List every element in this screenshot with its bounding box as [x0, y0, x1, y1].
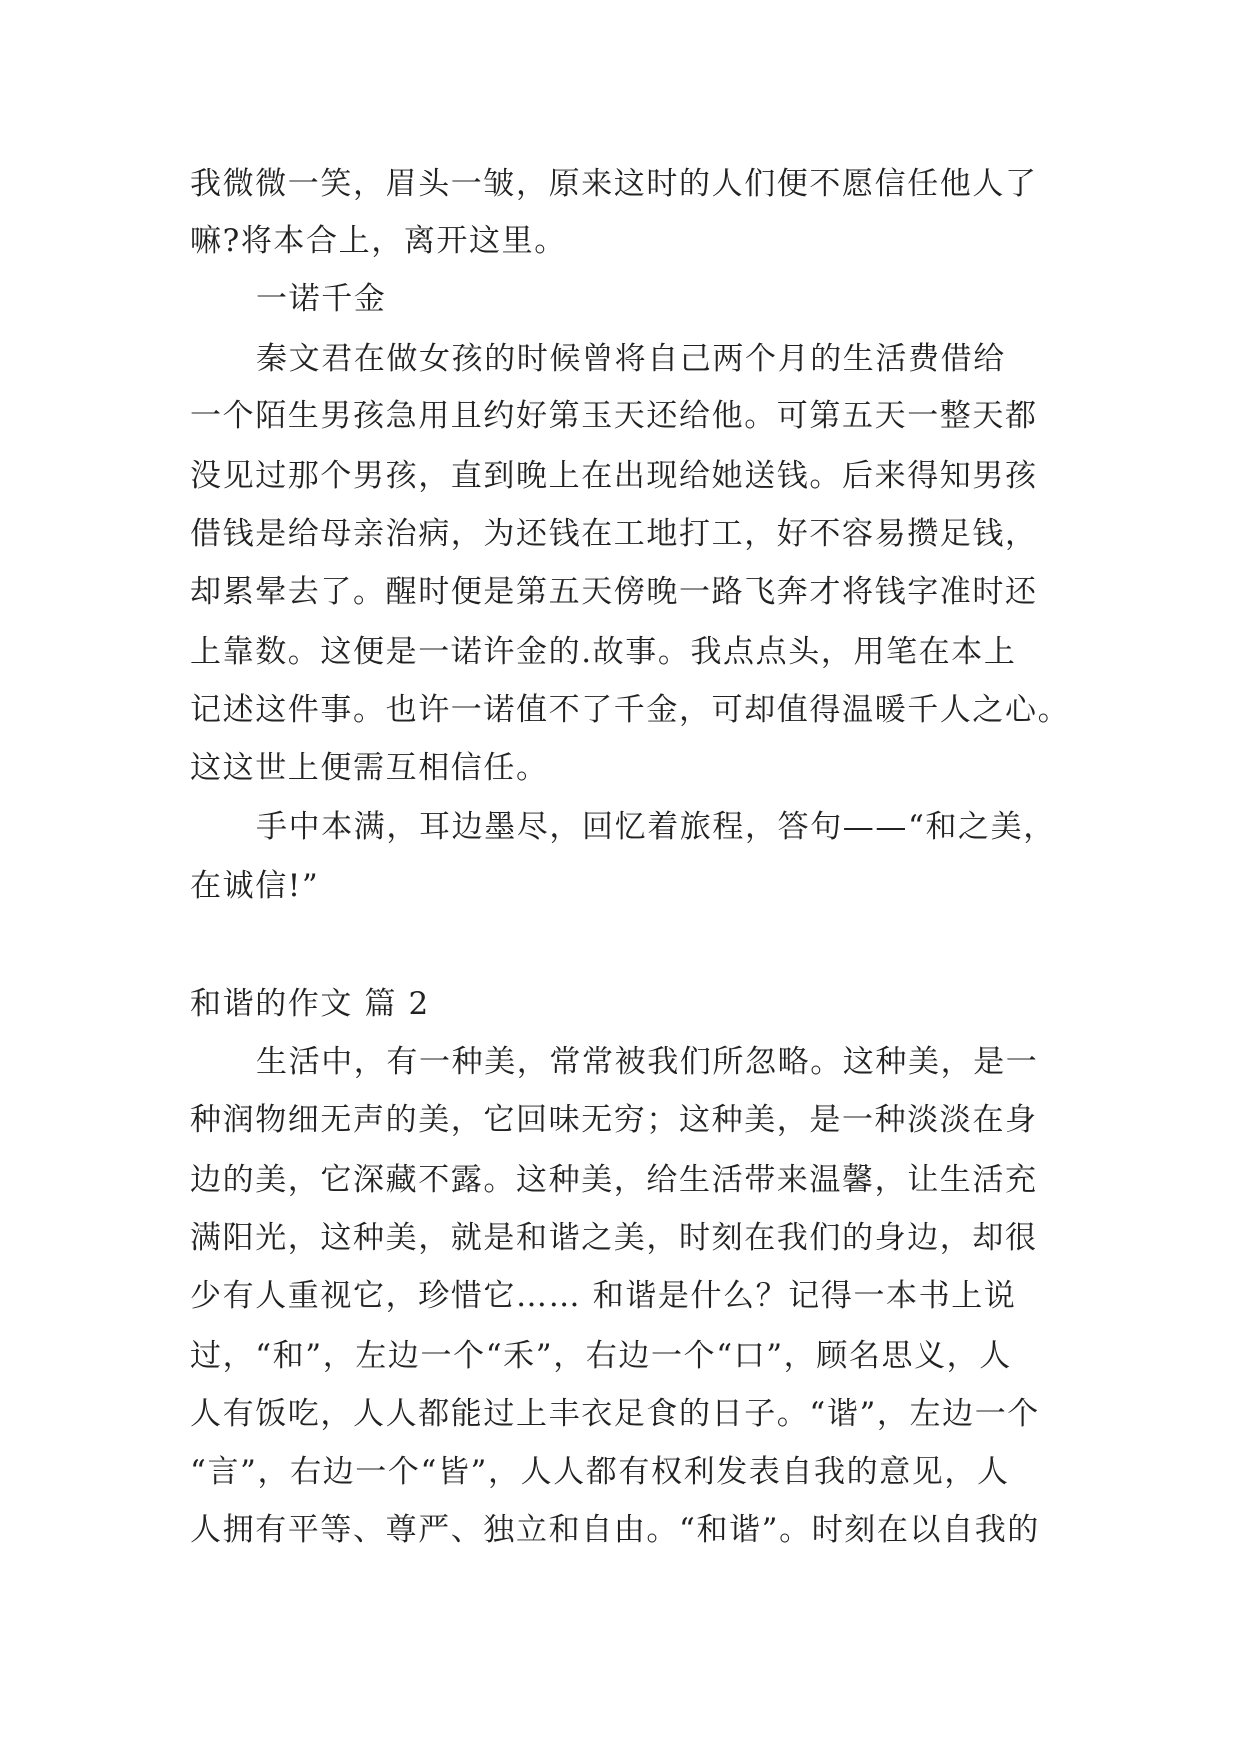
text-line: 一个陌生男孩急用且约好第玉天还给他。可第五天一整天都 — [190, 398, 1038, 434]
text-line: 在诚信!” — [190, 868, 320, 904]
text-line: 记述这件事。也许一诺值不了千金，可却值得温暖千人之心。 — [190, 692, 1071, 728]
text-line: 嘛?将本合上，离开这里。 — [190, 223, 567, 259]
text-line: 人拥有平等、尊严、独立和自由。“和谐”。时刻在以自我的 — [190, 1512, 1040, 1548]
text-line: 生活中，有一种美，常常被我们所忽略。这种美，是一 — [256, 1044, 1039, 1080]
section-heading: 一诺千金 — [256, 281, 387, 317]
text-line: 却累晕去了。醒时便是第五天傍晚一路飞奔才将钱字准时还 — [190, 574, 1038, 610]
text-line: 种润物细无声的美，它回味无穷；这种美，是一种淡淡在身 — [190, 1102, 1038, 1138]
article-heading: 和谐的作文 篇 2 — [190, 986, 430, 1022]
text-line: 上靠数。这便是一诺许金的.故事。我点点头，用笔在本上 — [190, 634, 1017, 670]
text-line: 我微微一笑，眉头一皱，原来这时的人们便不愿信任他人了 — [190, 166, 1038, 202]
text-line: 手中本满，耳边墨尽，回忆着旅程，答句——“和之美， — [256, 809, 1056, 845]
text-line: 借钱是给母亲治病，为还钱在工地打工，好不容易攒足钱， — [190, 516, 1038, 552]
text-line: 没见过那个男孩，直到晚上在出现给她送钱。后来得知男孩 — [190, 458, 1038, 494]
text-line: 边的美，它深藏不露。这种美，给生活带来温馨，让生活充 — [190, 1162, 1038, 1198]
text-line: 过，“和”，左边一个“禾”，右边一个“口”，顾名思义，人 — [190, 1338, 1012, 1374]
text-line: 人有饭吃，人人都能过上丰衣足食的日子。“谐”，左边一个 — [190, 1396, 1040, 1432]
text-line: 满阳光，这种美，就是和谐之美，时刻在我们的身边，却很 — [190, 1220, 1038, 1256]
text-line: 少有人重视它，珍惜它…… 和谐是什么？记得一本书上说 — [190, 1278, 1017, 1314]
text-line: 这这世上便需互相信任。 — [190, 750, 549, 786]
text-line: 秦文君在做女孩的时候曾将自己两个月的生活费借给 — [256, 341, 1006, 377]
text-line: “言”，右边一个“皆”，人人都有权利发表自我的意见，人 — [190, 1454, 1010, 1490]
